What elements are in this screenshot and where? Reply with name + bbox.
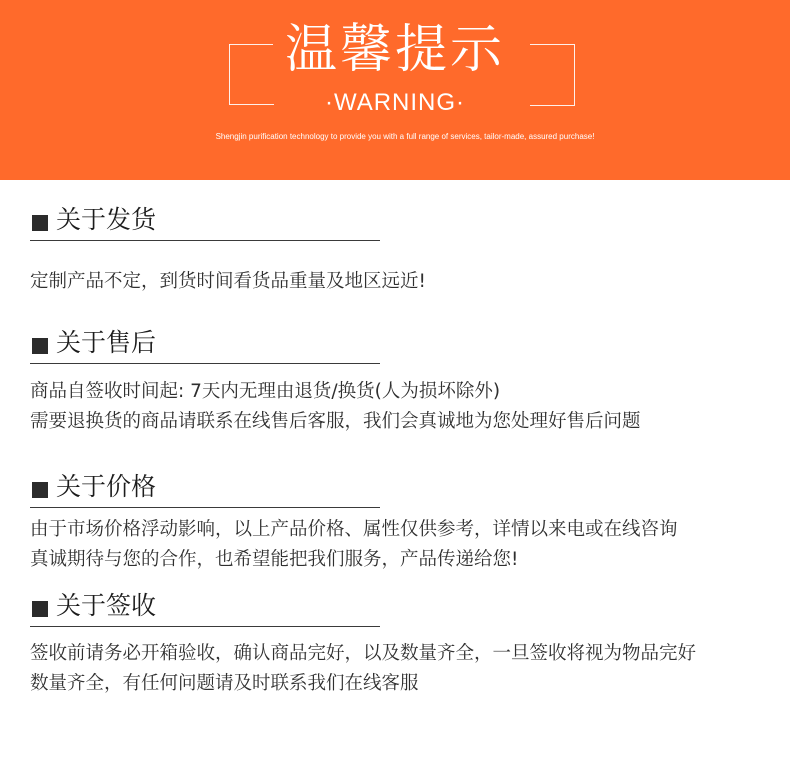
section-title: 关于价格 [56,472,157,501]
section-divider [30,240,380,241]
banner-title: 温馨提示 [284,20,505,80]
section-header [30,467,770,507]
section-header [30,323,770,363]
section-divider [30,363,380,364]
body-line: 由于市场价格浮动影响，以上产品价格、属性仅供参考，详情以来电或在线咨询 [30,519,678,540]
square-bullet-icon [32,338,48,354]
section-header [30,200,770,240]
section-title: 关于发货 [56,205,157,234]
section-body [30,639,770,699]
section-body [30,515,770,575]
body-line: 需要退换货的商品请联系在线售后客服，我们会真诚地为您处理好售后问题 [30,411,641,432]
body-line: 定制产品不定，到货时间看货品重量及地区远近! [30,271,426,292]
banner-warning-label: ·WARNING· [324,89,466,116]
section-title: 关于签收 [56,591,157,620]
section-price [30,467,770,575]
body-line: 数量齐全，有任何问题请及时联系我们在线客服 [30,673,419,694]
square-bullet-icon [32,215,48,231]
banner-subtitle: Shengjin purification technology to provide you with a full range of services, tailor-made, assured purchase! [215,132,595,141]
section-body [30,377,770,437]
body-line: 真诚期待与您的合作，也希望能把我们服务，产品传递给您! [30,549,519,570]
body-line: 签收前请务必开箱验收，确认商品完好，以及数量齐全，一旦签收将视为物品完好 [30,643,697,664]
section-after-sales [30,323,770,437]
section-divider [30,507,380,508]
section-header [30,586,770,626]
square-bullet-icon [32,601,48,617]
section-shipping [30,200,770,297]
section-sign-for [30,586,770,699]
section-body [30,267,770,297]
square-bullet-icon [32,482,48,498]
section-title: 关于售后 [56,328,157,357]
body-line: 商品自签收时间起: 7天内无理由退货/换货(人为损坏除外) [30,381,501,402]
section-divider [30,626,380,627]
warning-banner [0,0,790,180]
